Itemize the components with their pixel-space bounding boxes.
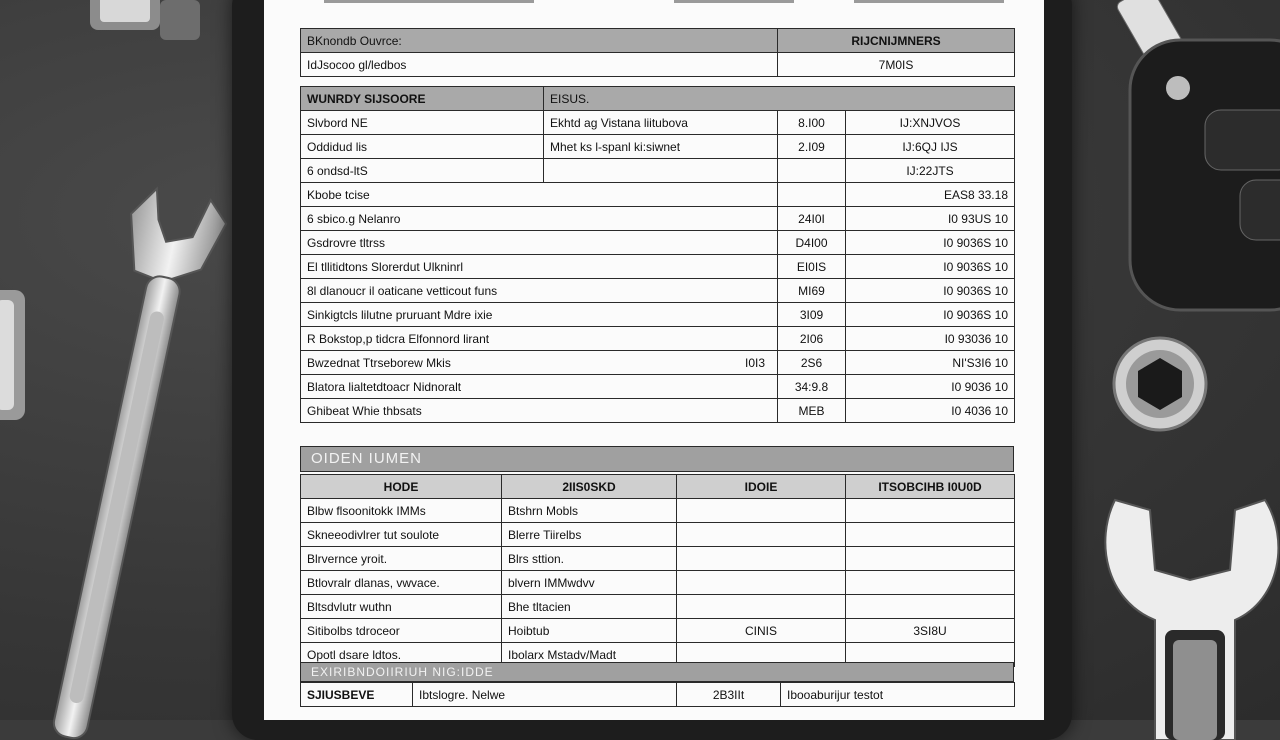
service-amount: I0 93US 10: [846, 207, 1015, 231]
service-amount: I0 9036 10: [846, 375, 1015, 399]
parts-header-cell: ITSOBCIHB I0U0D: [846, 475, 1015, 499]
service-row: [301, 111, 1015, 135]
part-name: Sitibolbs tdroceor: [301, 619, 502, 643]
part-code: CINIS: [677, 619, 846, 643]
pliers-icon: [80, 0, 210, 50]
extra-note: Ibooaburijur testot: [781, 683, 1015, 707]
part-name: Bltsdvlutr wuthn: [301, 595, 502, 619]
parts-header-cell: HODE: [301, 475, 502, 499]
service-amount: NI'S3I6 10: [846, 351, 1015, 375]
part-row: [301, 571, 1015, 595]
service-row: [301, 207, 1015, 231]
service-qty: 3I09: [778, 303, 846, 327]
part-name: Opotl dsare ldtos.: [301, 643, 502, 667]
section-title: EXIRIBNDOIIRIUH NIG:IDDE: [300, 662, 1014, 682]
part-total: [846, 571, 1015, 595]
part-name: Skneeodivlrer tut soulote: [301, 523, 502, 547]
part-detail: blvern IMMwdvv: [502, 571, 677, 595]
service-amount: IJ:XNJVOS: [846, 111, 1015, 135]
parts-header-row: [301, 475, 1015, 499]
service-qty: 34:9.8: [778, 375, 846, 399]
service-amount: I0 4036 10: [846, 399, 1015, 423]
service-label: Slvbord NE: [301, 111, 544, 135]
part-detail: Blerre Tiirelbs: [502, 523, 677, 547]
part-code: [677, 523, 846, 547]
service-amount: IJ:6QJ IJS: [846, 135, 1015, 159]
service-amount: EAS8 33.18: [846, 183, 1015, 207]
service-row: [301, 159, 1015, 183]
header-right: RIJCNIJMNERS: [778, 29, 1015, 53]
part-code: [677, 547, 846, 571]
service-label-cell: [301, 303, 778, 327]
service-label: Gsdrovre tltrss: [307, 235, 386, 250]
extra-detail: Ibtslogre. Nelwe: [413, 683, 677, 707]
service-label: Kbobe tcise: [307, 187, 370, 202]
parts-header-cell: IDOIE: [677, 475, 846, 499]
clamp-icon: [0, 290, 40, 420]
services-col-b: EISUS.: [544, 87, 1015, 111]
service-label-cell: [301, 279, 778, 303]
service-amount: I0 9036S 10: [846, 279, 1015, 303]
parts-header-cell: 2IIS0SKD: [502, 475, 677, 499]
service-qty: 2.I09: [778, 135, 846, 159]
service-label: 6 sbico.g Nelanro: [307, 211, 401, 226]
part-code: [677, 595, 846, 619]
service-label-cell: [301, 183, 778, 207]
services-table: [300, 86, 1015, 423]
service-note: I0I3: [744, 355, 765, 370]
subheader-row: [301, 53, 1015, 77]
section-title: OIDEN IUMEN: [300, 446, 1014, 472]
service-amount: I0 9036S 10: [846, 255, 1015, 279]
service-row: [301, 399, 1015, 423]
header-row: [301, 29, 1015, 53]
service-description: Mhet ks l-spanl ki:siwnet: [544, 135, 778, 159]
service-label: Sinkigtcls lilutne pruruant Mdre ixie: [307, 307, 493, 322]
service-amount: I0 93036 10: [846, 327, 1015, 351]
service-label-cell: [301, 207, 778, 231]
service-qty: 24I0I: [778, 207, 846, 231]
part-code: [677, 571, 846, 595]
service-invoice-sheet: [264, 0, 1044, 720]
service-amount: IJ:22JTS: [846, 159, 1015, 183]
service-row: [301, 183, 1015, 207]
header-table: [300, 28, 1015, 77]
service-qty: 2S6: [778, 351, 846, 375]
service-row: [301, 303, 1015, 327]
service-qty: MI69: [778, 279, 846, 303]
extra-table: [300, 682, 1015, 707]
service-qty: 2I06: [778, 327, 846, 351]
part-row: [301, 499, 1015, 523]
part-detail: Blrs sttion.: [502, 547, 677, 571]
service-label: Oddidud lis: [301, 135, 544, 159]
service-label: R Bokstop,p tidcra Elfonnord lirant: [307, 331, 490, 346]
service-amount: I0 9036S 10: [846, 303, 1015, 327]
service-label: 8l dlanoucr il oaticane vetticout funs: [307, 283, 498, 298]
parts-table: [300, 474, 1015, 667]
part-total: [846, 523, 1015, 547]
extra-code: 2B3IIt: [677, 683, 781, 707]
service-label: Blatora lialtetdtoacr Nidnoralt: [307, 379, 462, 394]
top-rule: [264, 0, 1044, 4]
part-total: [846, 595, 1015, 619]
service-qty: EI0IS: [778, 255, 846, 279]
service-description: [544, 159, 778, 183]
service-amount: I0 9036S 10: [846, 231, 1015, 255]
part-row: [301, 523, 1015, 547]
part-row: [301, 595, 1015, 619]
service-label: El tllitidtons Slorerdut Ulkninrl: [307, 259, 464, 274]
service-row: [301, 255, 1015, 279]
service-row: [301, 351, 1015, 375]
part-detail: Ibolarx Mstadv/Madt: [502, 643, 677, 667]
extra-label: SJIUSBEVE: [301, 683, 413, 707]
part-row: [301, 547, 1015, 571]
part-name: Blbw flsoonitokk IMMs: [301, 499, 502, 523]
service-row: [301, 327, 1015, 351]
part-detail: Btshrn Mobls: [502, 499, 677, 523]
service-qty: 8.I00: [778, 111, 846, 135]
part-name: Btlovralr dlanas, vwvace.: [301, 571, 502, 595]
wrench-icon: [1095, 480, 1280, 740]
service-label-cell: [301, 375, 778, 399]
part-total: [846, 547, 1015, 571]
socket-nut-icon: [1110, 334, 1210, 434]
services-col-a: WUNRDY SIJSOORE: [301, 87, 544, 111]
service-label-cell: [301, 231, 778, 255]
service-qty: MEB: [778, 399, 846, 423]
service-qty: D4I00: [778, 231, 846, 255]
part-name: Blrvernce yroit.: [301, 547, 502, 571]
part-total: 3SI8U: [846, 619, 1015, 643]
service-label-cell: [301, 399, 778, 423]
service-label-cell: [301, 351, 778, 375]
part-total: [846, 499, 1015, 523]
service-row: [301, 231, 1015, 255]
part-code: [677, 499, 846, 523]
part-row: [301, 619, 1015, 643]
car-key-icon: [1110, 0, 1280, 320]
header-left: BKnondb Ouvrce:: [301, 29, 778, 53]
services-header-row: [301, 87, 1015, 111]
service-label: 6 ondsd-ltS: [301, 159, 544, 183]
service-qty: [778, 159, 846, 183]
part-detail: Hoibtub: [502, 619, 677, 643]
service-label-cell: [301, 327, 778, 351]
service-row: [301, 135, 1015, 159]
service-row: [301, 375, 1015, 399]
subheader-right: 7M0IS: [778, 53, 1015, 77]
extra-row: [301, 683, 1015, 707]
part-detail: Bhe tltacien: [502, 595, 677, 619]
service-label-cell: [301, 255, 778, 279]
service-row: [301, 279, 1015, 303]
service-qty: [778, 183, 846, 207]
subheader-left: IdJsocoo gl/ledbos: [301, 53, 778, 77]
service-label: Ghibeat Whie thbsats: [307, 403, 422, 418]
wrench-icon: [40, 180, 230, 740]
service-description: Ekhtd ag Vistana liitubova: [544, 111, 778, 135]
service-label: Bwzednat Ttrseborew Mkis: [307, 355, 451, 370]
